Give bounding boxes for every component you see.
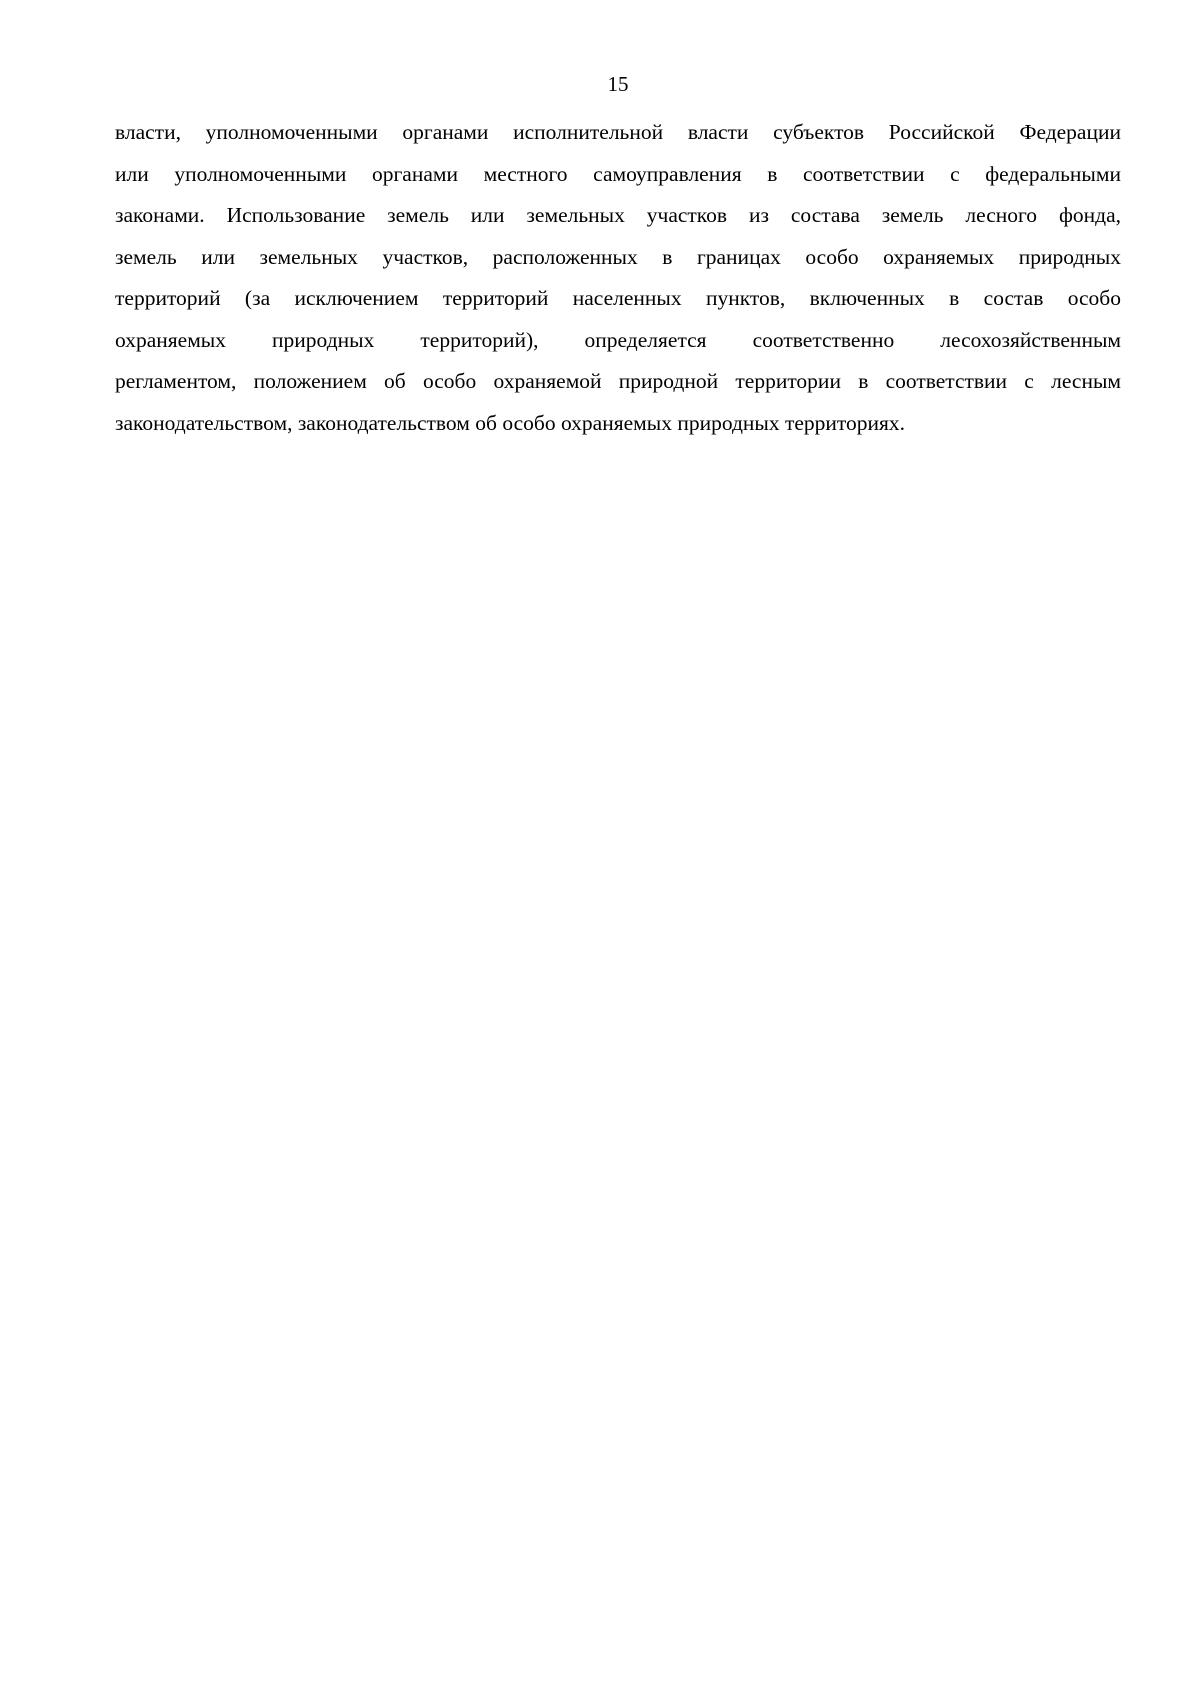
body-paragraph (115, 112, 1121, 444)
paragraph-line: власти, уполномоченными органами исполнительной власти субъектов Российской Федерации (115, 120, 1121, 144)
paragraph-line: законами. Использование земель или земельных участков из состава земель лесного фонда, (115, 203, 1121, 227)
paragraph-line: регламентом, положением об особо охраняемой природной территории в соответствии с лесным (115, 369, 1121, 393)
paragraph-line: охраняемых природных территорий), определяется соответственно лесохозяйственным (115, 327, 1121, 352)
paragraph-line: законодательством, законодательством об особо охраняемых природных территориях. (115, 410, 906, 435)
paragraph-line: или уполномоченными органами местного самоуправления в соответствии с федеральными (115, 161, 1121, 186)
page-number: 15 (607, 72, 629, 96)
paragraph-line: земель или земельных участков, расположенных в границах особо охраняемых природных (115, 244, 1121, 269)
paragraph-line: территорий (за исключением территорий населенных пунктов, включенных в состав особо (115, 286, 1121, 310)
